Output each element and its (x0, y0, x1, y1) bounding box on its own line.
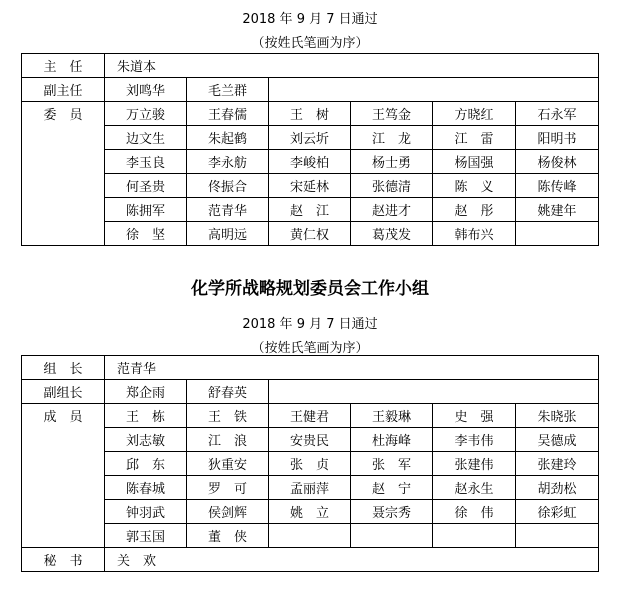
table-row (22, 380, 599, 404)
name-cell: 王健君 (269, 404, 351, 428)
role-cell (22, 150, 105, 174)
table-row (22, 78, 599, 102)
role-cell: 副组长 (22, 380, 105, 404)
table-row (22, 548, 599, 572)
table-row (22, 174, 599, 198)
table-row (22, 476, 599, 500)
name-cell: 姚 立 (269, 500, 351, 524)
name-cell: 王 栋 (105, 404, 187, 428)
table-row (22, 198, 599, 222)
name-cell: 吴德成 (516, 428, 599, 452)
empty-cell (269, 524, 351, 548)
name-cell: 张 军 (351, 452, 433, 476)
name-cell: 赵永生 (433, 476, 516, 500)
name-cell: 姚建年 (516, 198, 599, 222)
name-cell: 李韦伟 (433, 428, 516, 452)
name-cell: 郭玉国 (105, 524, 187, 548)
empty-cell (269, 78, 599, 102)
name-cell: 宋延林 (269, 174, 351, 198)
role-cell (22, 500, 105, 524)
name-cell: 王笃金 (351, 102, 433, 126)
name-cell: 关 欢 (105, 548, 599, 572)
name-cell: 张 贞 (269, 452, 351, 476)
name-cell: 王 树 (269, 102, 351, 126)
name-cell: 胡劲松 (516, 476, 599, 500)
name-cell: 朱起鹤 (187, 126, 269, 150)
committee-table (21, 53, 599, 246)
name-cell: 朱道本 (105, 54, 599, 78)
name-cell: 王毅琳 (351, 404, 433, 428)
name-cell: 孟丽萍 (269, 476, 351, 500)
role-cell: 主 任 (22, 54, 105, 78)
name-cell: 赵 宁 (351, 476, 433, 500)
name-cell: 刘志敏 (105, 428, 187, 452)
name-cell: 陈传峰 (516, 174, 599, 198)
name-cell: 张建伟 (433, 452, 516, 476)
role-cell (22, 126, 105, 150)
section1-date-line: 2018 年 9 月 7 日通过 (242, 12, 378, 27)
empty-cell (516, 524, 599, 548)
name-cell: 李玉良 (105, 150, 187, 174)
table-row (22, 524, 599, 548)
working-group-table (21, 355, 599, 572)
name-cell: 侯剑辉 (187, 500, 269, 524)
table-row (22, 150, 599, 174)
name-cell: 何圣贵 (105, 174, 187, 198)
name-cell: 董 侠 (187, 524, 269, 548)
name-cell: 史 强 (433, 404, 516, 428)
name-cell: 安贵民 (269, 428, 351, 452)
name-cell: 范青华 (187, 198, 269, 222)
name-cell: 舒春英 (187, 380, 269, 404)
role-cell (22, 428, 105, 452)
role-cell (22, 198, 105, 222)
table-row (22, 428, 599, 452)
table-row (22, 500, 599, 524)
table-row (22, 126, 599, 150)
role-cell: 委 员 (22, 102, 105, 126)
name-cell: 朱晓张 (516, 404, 599, 428)
role-cell (22, 174, 105, 198)
name-cell: 江 雷 (433, 126, 516, 150)
name-cell: 韩布兴 (433, 222, 516, 246)
empty-cell (516, 222, 599, 246)
name-cell: 聂宗秀 (351, 500, 433, 524)
name-cell: 万立骏 (105, 102, 187, 126)
section2-title: 化学所战略规划委员会工作小组 (191, 279, 429, 299)
table-row (22, 356, 599, 380)
name-cell: 陈春城 (105, 476, 187, 500)
name-cell: 方晓红 (433, 102, 516, 126)
role-cell (22, 524, 105, 548)
name-cell: 毛兰群 (187, 78, 269, 102)
table-row (22, 404, 599, 428)
name-cell: 江 龙 (351, 126, 433, 150)
name-cell: 刘鸣华 (105, 78, 187, 102)
name-cell: 阳明书 (516, 126, 599, 150)
name-cell: 杨国强 (433, 150, 516, 174)
name-cell: 狄重安 (187, 452, 269, 476)
name-cell: 王 铁 (187, 404, 269, 428)
section1-order-line: （按姓氏笔画为序） (251, 36, 369, 51)
name-cell: 葛茂发 (351, 222, 433, 246)
name-cell: 赵 江 (269, 198, 351, 222)
name-cell: 赵 彤 (433, 198, 516, 222)
name-cell: 徐 坚 (105, 222, 187, 246)
name-cell: 王春儒 (187, 102, 269, 126)
table-row (22, 222, 599, 246)
name-cell: 赵进才 (351, 198, 433, 222)
name-cell: 刘云圻 (269, 126, 351, 150)
name-cell: 石永军 (516, 102, 599, 126)
name-cell: 陈拥军 (105, 198, 187, 222)
name-cell: 李永舫 (187, 150, 269, 174)
name-cell: 范青华 (105, 356, 599, 380)
role-cell (22, 452, 105, 476)
name-cell: 邱 东 (105, 452, 187, 476)
empty-cell (433, 524, 516, 548)
name-cell: 陈 义 (433, 174, 516, 198)
role-cell (22, 222, 105, 246)
name-cell: 张建玲 (516, 452, 599, 476)
empty-cell (269, 380, 599, 404)
empty-cell (351, 524, 433, 548)
table-row (22, 102, 599, 126)
name-cell: 钟羽武 (105, 500, 187, 524)
table-row (22, 54, 599, 78)
name-cell: 郑企雨 (105, 380, 187, 404)
section2-date-line: 2018 年 9 月 7 日通过 (242, 317, 378, 332)
name-cell: 佟振合 (187, 174, 269, 198)
role-cell: 组 长 (22, 356, 105, 380)
name-cell: 杨士勇 (351, 150, 433, 174)
name-cell: 杜海峰 (351, 428, 433, 452)
role-cell: 成 员 (22, 404, 105, 428)
name-cell: 边文生 (105, 126, 187, 150)
name-cell: 李峻柏 (269, 150, 351, 174)
name-cell: 江 浪 (187, 428, 269, 452)
name-cell: 张德清 (351, 174, 433, 198)
role-cell: 秘 书 (22, 548, 105, 572)
table-row (22, 452, 599, 476)
name-cell: 高明远 (187, 222, 269, 246)
section2-order-line: （按姓氏笔画为序） (251, 341, 369, 356)
role-cell (22, 476, 105, 500)
role-cell: 副主任 (22, 78, 105, 102)
name-cell: 杨俊林 (516, 150, 599, 174)
name-cell: 徐 伟 (433, 500, 516, 524)
name-cell: 徐彩虹 (516, 500, 599, 524)
name-cell: 罗 可 (187, 476, 269, 500)
name-cell: 黄仁权 (269, 222, 351, 246)
